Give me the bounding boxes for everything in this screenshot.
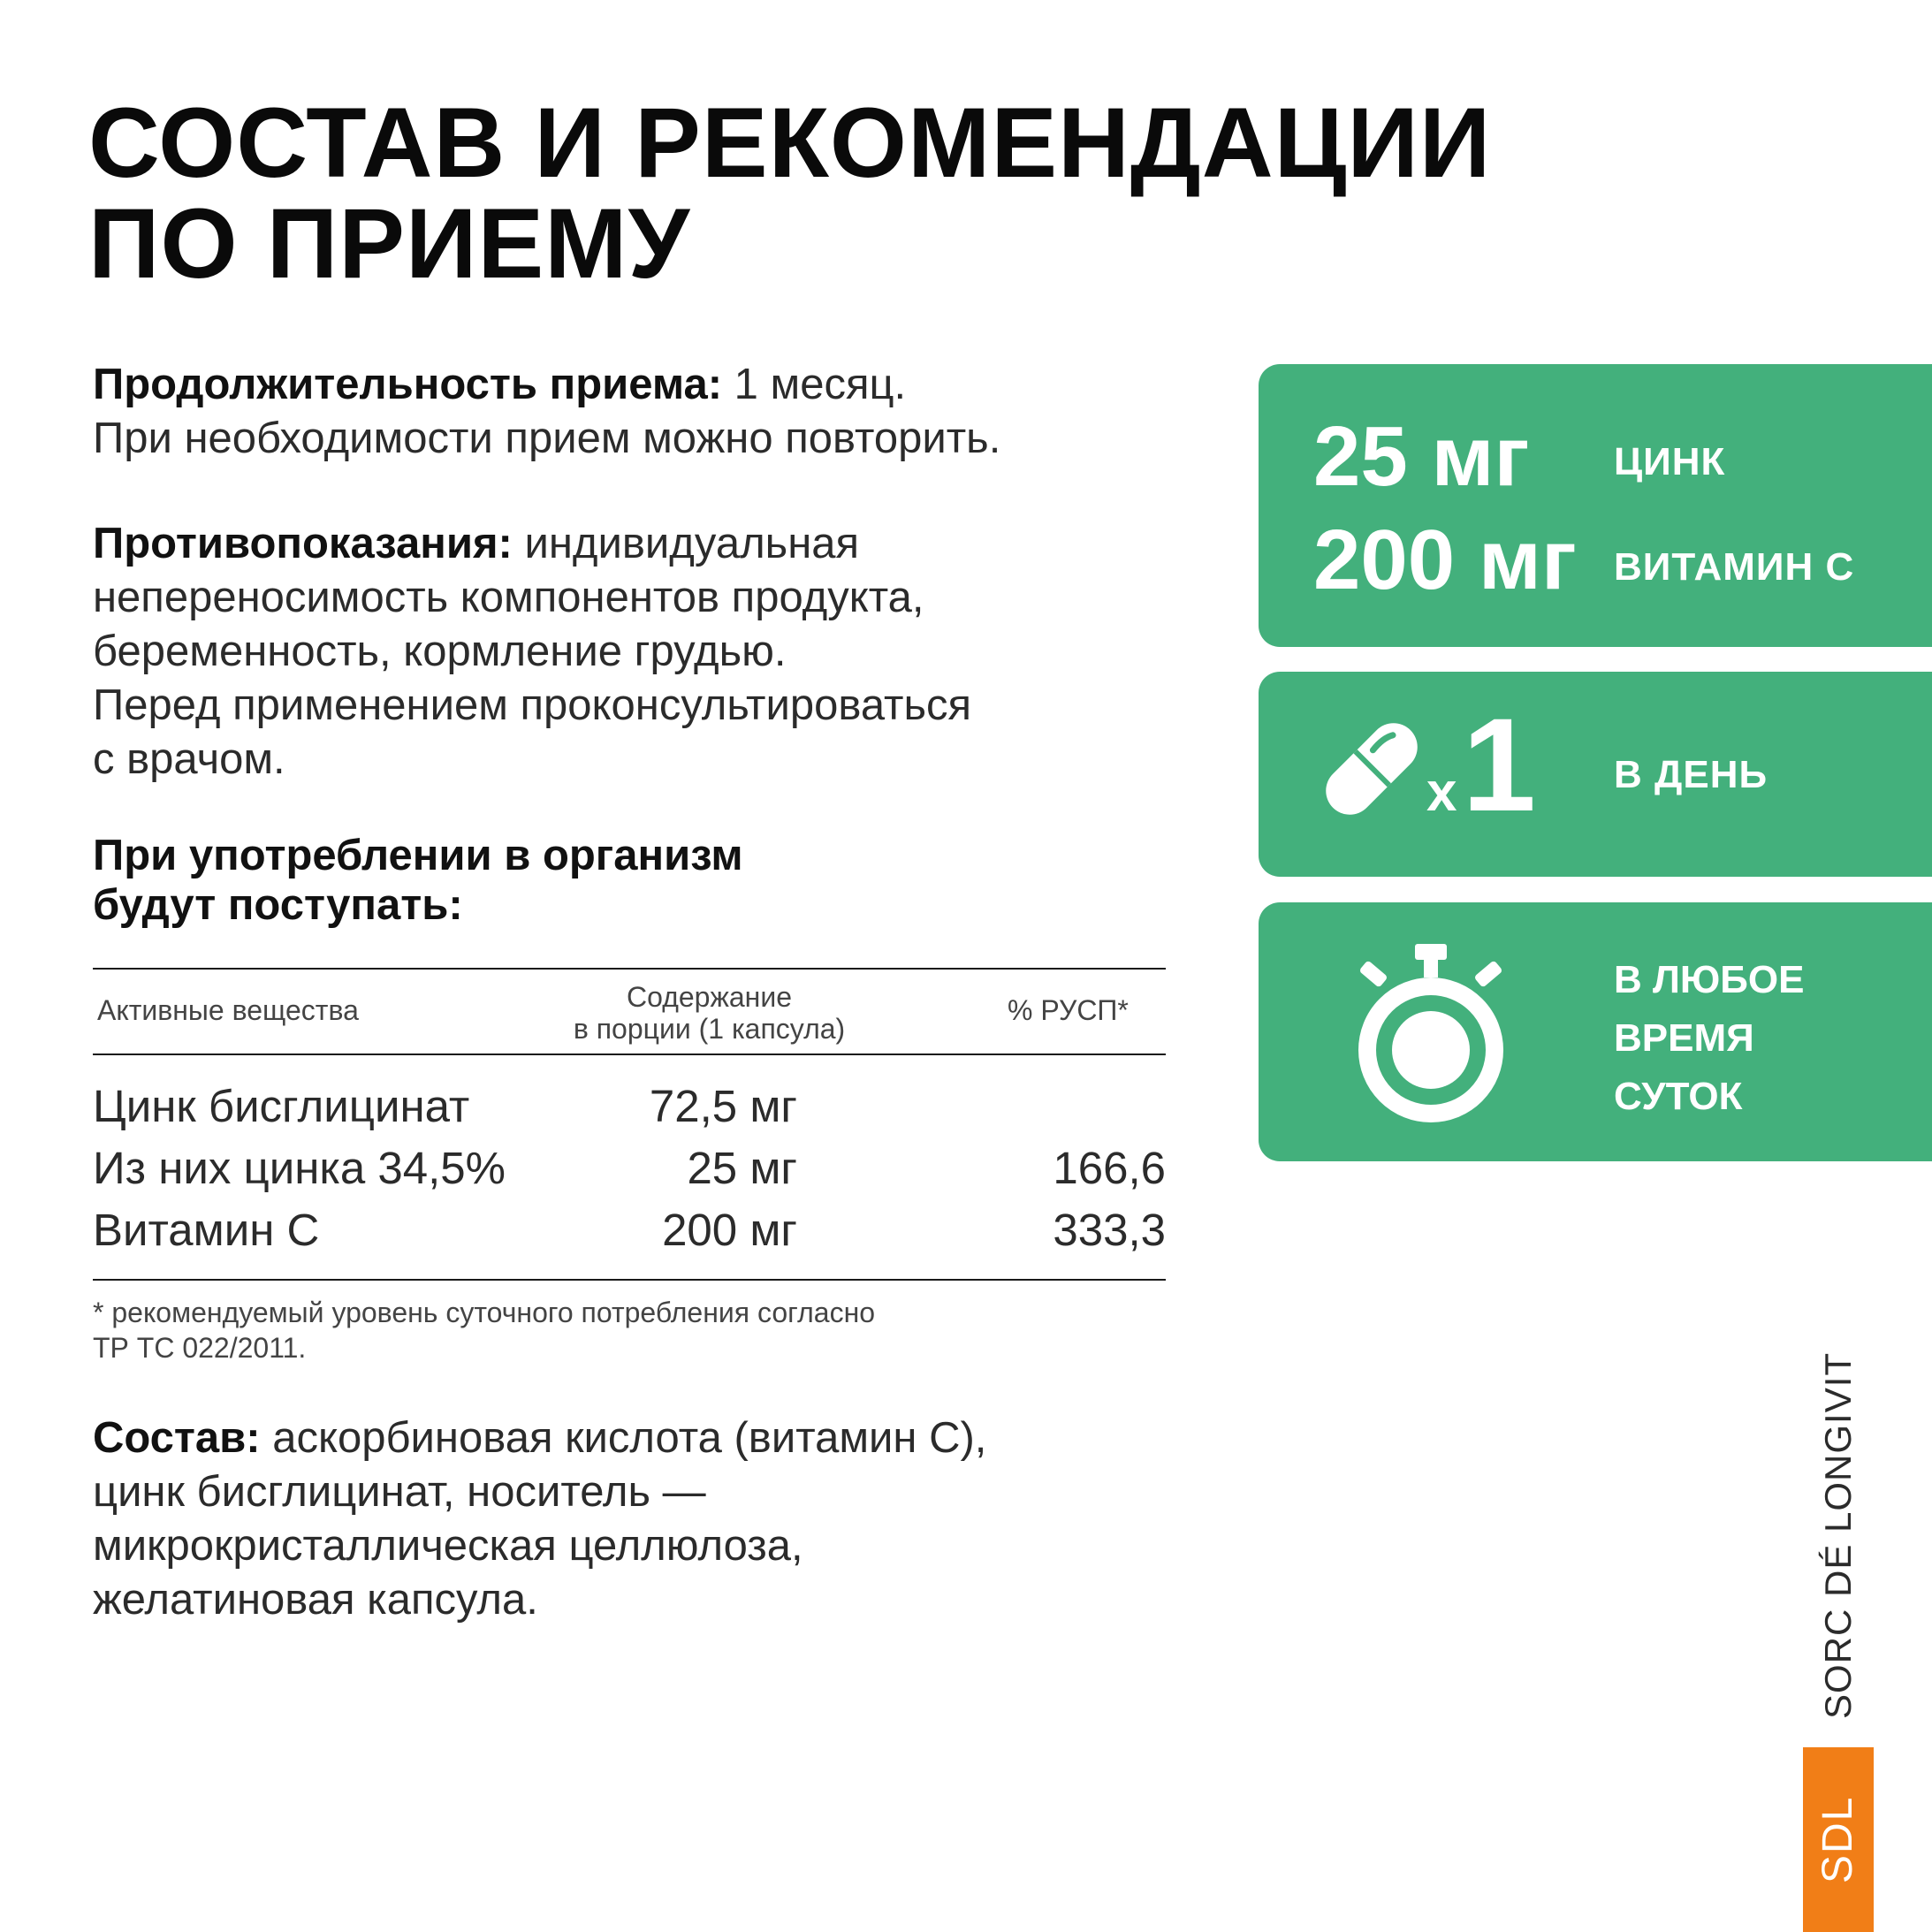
time-text bbox=[1614, 951, 1804, 1126]
row-amount: 25 мг bbox=[687, 1143, 797, 1193]
table-row bbox=[93, 1142, 1166, 1204]
row-percent: 333,3 bbox=[1053, 1205, 1166, 1255]
row-substance: Из них цинка 34,5% bbox=[93, 1143, 506, 1193]
contraindications-line-2: непереносимость компонентов продукта, bbox=[93, 574, 924, 621]
time-card bbox=[1259, 902, 1932, 1161]
contraindications-label: Противопоказания: bbox=[93, 520, 513, 567]
contraindications-line-3: беременность, кормление грудью. bbox=[93, 628, 787, 675]
composition-label: Состав: bbox=[93, 1414, 261, 1462]
duration-value: 1 месяц. bbox=[722, 361, 907, 408]
composition-line-4: желатиновая капсула. bbox=[93, 1576, 538, 1624]
vitamin-c-amount: 200 мг bbox=[1313, 513, 1577, 607]
table-header-rusp: % РУСП* bbox=[1008, 994, 1129, 1026]
contraindications-paragraph bbox=[93, 517, 971, 787]
intake-heading-line-2: будут поступать: bbox=[93, 881, 463, 929]
duration-paragraph bbox=[93, 358, 1000, 466]
time-line-1: В ЛЮБОЕ bbox=[1614, 958, 1805, 1001]
brand-badge bbox=[1803, 1747, 1874, 1932]
page-title bbox=[88, 87, 1492, 299]
row-substance: Цинк бисглицинат bbox=[93, 1081, 470, 1131]
vitamin-c-label: ВИТАМИН С bbox=[1614, 545, 1855, 589]
row-amount: 200 мг bbox=[662, 1205, 797, 1255]
intake-heading bbox=[93, 831, 743, 930]
intake-heading-line-1: При употреблении в организм bbox=[93, 832, 743, 879]
contraindications-value: индивидуальная bbox=[512, 520, 860, 567]
composition-line-2: цинк бисглицинат, носитель — bbox=[93, 1468, 706, 1516]
table-top-rule bbox=[93, 968, 1166, 970]
daily-card bbox=[1259, 672, 1932, 877]
duration-note: При необходимости прием можно повторить. bbox=[93, 415, 1001, 462]
row-substance: Витамин С bbox=[93, 1205, 320, 1255]
table-header-substances: Активные вещества bbox=[97, 994, 359, 1026]
composition-value: аскорбиновая кислота (витамин С), bbox=[260, 1414, 987, 1462]
zinc-label: ЦИНК bbox=[1614, 440, 1726, 483]
footnote bbox=[93, 1295, 875, 1365]
row-percent: 166,6 bbox=[1053, 1143, 1166, 1193]
contraindications-line-4: Перед применением проконсультироваться bbox=[93, 681, 972, 729]
table-header-rule bbox=[93, 1053, 1166, 1055]
dose-card bbox=[1259, 364, 1932, 647]
times-x: x bbox=[1426, 762, 1457, 823]
times-count: 1 bbox=[1462, 690, 1536, 839]
table-header-content bbox=[561, 981, 857, 1045]
per-day-label: В ДЕНЬ bbox=[1614, 753, 1768, 796]
capsule-icon bbox=[1310, 707, 1434, 831]
times-per-day bbox=[1426, 690, 1536, 859]
footnote-line-2: ТР ТС 022/2011. bbox=[93, 1332, 307, 1364]
stopwatch-icon bbox=[1351, 942, 1510, 1128]
table-header-content-line-1: Содержание bbox=[626, 981, 792, 1013]
title-line-2: ПО ПРИЕМУ bbox=[88, 188, 691, 299]
composition-line-3: микрокристаллическая целлюлоза, bbox=[93, 1522, 803, 1570]
table-header-content-line-2: в порции (1 капсула) bbox=[573, 1013, 846, 1045]
brand-badge-text: SDL bbox=[1814, 1795, 1861, 1884]
zinc-amount: 25 мг bbox=[1313, 409, 1530, 504]
table-row bbox=[93, 1080, 1166, 1142]
footnote-line-1: * рекомендуемый уровень суточного потребления согласно bbox=[93, 1297, 876, 1328]
time-line-2: ВРЕМЯ bbox=[1614, 1016, 1754, 1060]
table-row bbox=[93, 1204, 1166, 1266]
time-line-3: СУТОК bbox=[1614, 1075, 1743, 1118]
composition-paragraph bbox=[93, 1411, 986, 1627]
row-amount: 72,5 мг bbox=[649, 1081, 797, 1131]
title-line-1: СОСТАВ И РЕКОМЕНДАЦИИ bbox=[88, 87, 1492, 198]
table-bottom-rule bbox=[93, 1279, 1166, 1281]
contraindications-line-5: с врачом. bbox=[93, 735, 285, 783]
brand-name: SORC DÉ LONGIVIT bbox=[1817, 1351, 1859, 1719]
duration-label: Продолжительность приема: bbox=[93, 361, 723, 408]
